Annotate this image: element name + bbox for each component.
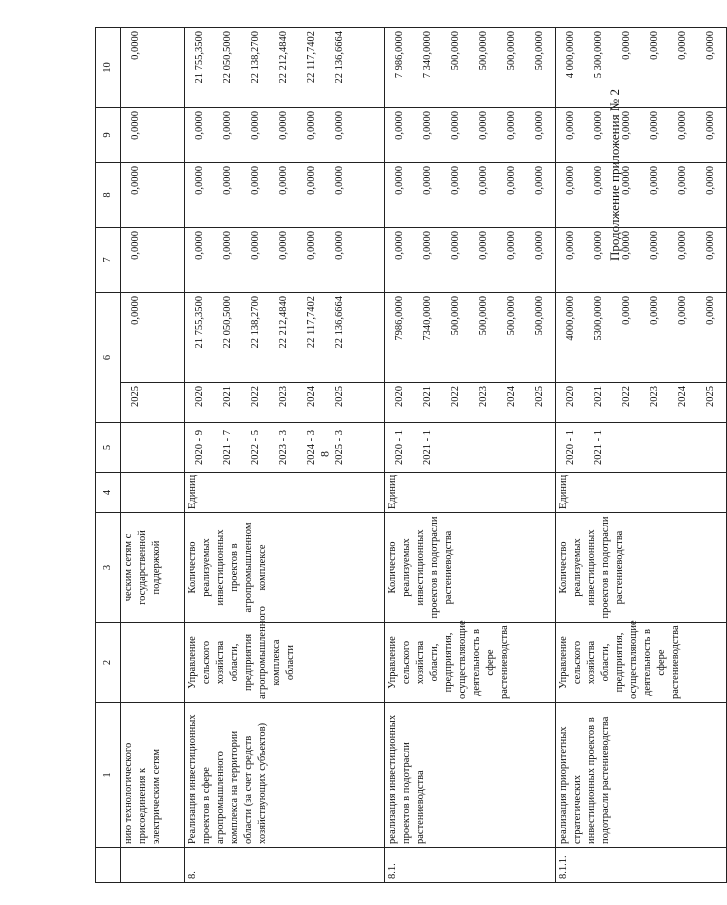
col8-cell-value: 0,0000 (222, 166, 233, 195)
period-cell (385, 423, 556, 473)
unit-cell: Единиц (556, 473, 727, 513)
col7-cell-value: 0,0000 (450, 231, 461, 260)
col9-cell-value: 0,0000 (705, 111, 716, 140)
col7-cell-value: 0,0000 (278, 231, 289, 260)
col9-cell (185, 108, 385, 163)
col6-cell-value: 4000,0000 (565, 296, 576, 341)
col6-cell-value: 7986,0000 (394, 296, 405, 341)
col6-cell-value: 22 117,7402 (306, 296, 317, 349)
year-cell-value: 2020 (194, 386, 205, 407)
executor-cell: Управление сельского хозяйства области, предприятия агропромышленного комплекса области (185, 623, 385, 703)
year-cell-value: 2025 (705, 386, 716, 407)
period-cell-line: 2025 - 3 (334, 430, 345, 465)
col6-cell-value: 500,0000 (506, 296, 517, 336)
col6-cell-value: 0,0000 (705, 296, 716, 325)
indicator-cell: Количество реализуемых инвестиционных проектов в подотрасли растениеводства (556, 513, 727, 623)
col10-cell-value: 22 212,4840 (278, 31, 289, 84)
col10-cell-value: 7 340,0000 (422, 31, 433, 79)
col8-cell-value: 0,0000 (194, 166, 205, 195)
header-cell-9: 9 (96, 108, 121, 163)
col6-cell (121, 293, 185, 383)
col9-cell-value: 0,0000 (334, 111, 345, 140)
col8-cell-value: 0,0000 (649, 166, 660, 195)
col6-cell-value: 0,0000 (130, 296, 141, 325)
col10-cell-value: 4 000,0000 (565, 31, 576, 79)
col7-cell-value: 0,0000 (705, 231, 716, 260)
col8-cell-value: 0,0000 (565, 166, 576, 195)
year-cell (121, 383, 185, 423)
measure-name-cell: реализация инвестиционных проектов в подотрасли растениеводства (385, 703, 556, 848)
page-number: 8 (317, 451, 332, 457)
col7-cell-value: 0,0000 (422, 231, 433, 260)
row-number-cell: 8.1. (385, 848, 556, 883)
col8-cell (185, 163, 385, 228)
col7-cell-value: 0,0000 (250, 231, 261, 260)
col9-cell (121, 108, 185, 163)
indicator-cell: Количество реализуемых инвестиционных проектов в подотрасли растениеводства (385, 513, 556, 623)
executor-cell: Управление сельского хозяйства области, предприятия, осуществляющие деятельность в сфере растениеводства (556, 623, 727, 703)
col10-cell-value: 0,0000 (705, 31, 716, 60)
col6-cell-value: 22 212,4840 (278, 296, 289, 349)
period-cell-line: 2024 - 3 (306, 430, 317, 465)
col7-cell (185, 228, 385, 293)
budget-table (95, 27, 727, 883)
col10-cell (185, 28, 385, 108)
period-cell-line: 2021 - 7 (222, 430, 233, 465)
col7-cell-value: 0,0000 (534, 231, 545, 260)
col6-cell-value: 500,0000 (478, 296, 489, 336)
year-cell-value: 2023 (478, 386, 489, 407)
col8-cell-value: 0,0000 (250, 166, 261, 195)
year-cell-value: 2021 (422, 386, 433, 407)
col9-cell-value: 0,0000 (130, 111, 141, 140)
col10-cell-value: 22 117,7402 (306, 31, 317, 84)
col7-cell-value: 0,0000 (677, 231, 688, 260)
col10-cell-value: 21 755,3500 (194, 31, 205, 84)
row-number-cell: 8. (185, 848, 385, 883)
col10-cell-value: 500,0000 (450, 31, 461, 71)
header-cell-1: 1 (96, 703, 121, 848)
year-cell-value: 2024 (306, 386, 317, 407)
measure-name-cell: Реализация инвестиционных проектов в сфере агропромышленного комплекса на территории области (за счет средств хозяйствующих субъектов) (185, 703, 385, 848)
table-row (385, 28, 556, 883)
col10-cell-value: 7 986,0000 (394, 31, 405, 79)
col6-cell (556, 293, 727, 383)
year-cell (385, 383, 556, 423)
col8-cell-value: 0,0000 (506, 166, 517, 195)
col6-cell-value: 21 755,3500 (194, 296, 205, 349)
col6-cell-value: 500,0000 (450, 296, 461, 336)
col7-cell-value: 0,0000 (478, 231, 489, 260)
col7-cell-value: 0,0000 (593, 231, 604, 260)
col7-cell (385, 228, 556, 293)
col6-cell-value: 0,0000 (677, 296, 688, 325)
col10-cell-value: 500,0000 (534, 31, 545, 71)
col9-cell-value: 0,0000 (222, 111, 233, 140)
col6-cell-value: 0,0000 (621, 296, 632, 325)
col7-cell-value: 0,0000 (621, 231, 632, 260)
col6-cell-value: 22 136,6664 (334, 296, 345, 349)
continuation-title: Продолжение приложения № 2 (607, 89, 622, 261)
col6-cell-value: 500,0000 (534, 296, 545, 336)
year-cell-value: 2024 (506, 386, 517, 407)
col6-cell-value: 5300,0000 (593, 296, 604, 341)
header-cell-6: 6 (96, 293, 121, 423)
col10-cell-value: 0,0000 (621, 31, 632, 60)
year-cell-value: 2020 (565, 386, 576, 407)
period-cell-line: 2022 - 5 (250, 430, 261, 465)
year-cell (556, 383, 727, 423)
col9-cell-value: 0,0000 (534, 111, 545, 140)
period-cell-line: 2021 - 1 (422, 430, 433, 465)
row-number-cell: 8.1.1. (556, 848, 727, 883)
col9-cell-value: 0,0000 (394, 111, 405, 140)
col8-cell-value: 0,0000 (677, 166, 688, 195)
year-cell-value: 2025 (130, 386, 141, 407)
col9-cell-value: 0,0000 (450, 111, 461, 140)
col10-cell-value: 22 138,2700 (250, 31, 261, 84)
year-cell-value: 2023 (278, 386, 289, 407)
year-cell-value: 2021 (593, 386, 604, 407)
year-cell-value: 2025 (534, 386, 545, 407)
col9-cell-value: 0,0000 (422, 111, 433, 140)
col10-cell-value: 0,0000 (130, 31, 141, 60)
header-cell-2: 2 (96, 623, 121, 703)
col10-cell (121, 28, 185, 108)
header-cell-7: 7 (96, 228, 121, 293)
col7-cell-value: 0,0000 (394, 231, 405, 260)
measure-name-cell: нию технологического присоединения к электрическим сетям (121, 703, 185, 848)
col8-cell (385, 163, 556, 228)
header-cell-10: 10 (96, 28, 121, 108)
period-cell-line: 2023 - 3 (278, 430, 289, 465)
period-cell-line: 2020 - 9 (194, 430, 205, 465)
col10-cell-value: 22 050,5000 (222, 31, 233, 84)
period-cell (556, 423, 727, 473)
executor-cell: Управление сельского хозяйства области, предприятия, осуществляющие деятельность в сфере растениеводства (385, 623, 556, 703)
col9-cell-value: 0,0000 (677, 111, 688, 140)
col8-cell-value: 0,0000 (705, 166, 716, 195)
col7-cell (121, 228, 185, 293)
col7-cell-value: 0,0000 (130, 231, 141, 260)
header-cell-4: 4 (96, 473, 121, 513)
period-cell (121, 423, 185, 473)
col6-cell (385, 293, 556, 383)
col7-cell-value: 0,0000 (194, 231, 205, 260)
col9-cell-value: 0,0000 (506, 111, 517, 140)
col8-cell-value: 0,0000 (278, 166, 289, 195)
measure-name-cell: реализация приоритетных стратегических инвестиционных проектов в подотрасли растениеводства (556, 703, 727, 848)
col10-cell-value: 0,0000 (677, 31, 688, 60)
period-cell (185, 423, 385, 473)
col7-cell-value: 0,0000 (506, 231, 517, 260)
table-body (121, 28, 727, 883)
col8-cell-value: 0,0000 (478, 166, 489, 195)
col10-cell-value: 0,0000 (649, 31, 660, 60)
col8-cell-value: 0,0000 (450, 166, 461, 195)
executor-cell (121, 623, 185, 703)
col9-cell-value: 0,0000 (649, 111, 660, 140)
year-cell-value: 2024 (677, 386, 688, 407)
year-cell (185, 383, 385, 423)
col9-cell-value: 0,0000 (621, 111, 632, 140)
col10-cell-value: 5 300,0000 (593, 31, 604, 79)
table-row (556, 28, 727, 883)
year-cell-value: 2020 (394, 386, 405, 407)
col10-cell-value: 500,0000 (506, 31, 517, 71)
period-cell-line: 2020 - 1 (394, 430, 405, 465)
col9-cell-value: 0,0000 (250, 111, 261, 140)
indicator-cell: ческим сетям с государственной поддержкой (121, 513, 185, 623)
year-cell-value: 2022 (450, 386, 461, 407)
row-number-cell (121, 848, 185, 883)
col8-cell-value: 0,0000 (130, 166, 141, 195)
col9-cell (556, 108, 727, 163)
col8-cell-value: 0,0000 (621, 166, 632, 195)
col8-cell-value: 0,0000 (593, 166, 604, 195)
period-cell-line: 2020 - 1 (565, 430, 576, 465)
indicator-cell: Количество реализуемых инвестиционных проектов в агропромышленном комплексе (185, 513, 385, 623)
col10-cell-value: 500,0000 (478, 31, 489, 71)
col8-cell-value: 0,0000 (394, 166, 405, 195)
col9-cell-value: 0,0000 (593, 111, 604, 140)
table-row (185, 28, 385, 883)
year-cell-value: 2023 (649, 386, 660, 407)
col8-cell-value: 0,0000 (534, 166, 545, 195)
col6-cell-value: 7340,0000 (422, 296, 433, 341)
col10-cell-value: 22 136,6664 (334, 31, 345, 84)
col9-cell-value: 0,0000 (565, 111, 576, 140)
col7-cell-value: 0,0000 (649, 231, 660, 260)
col8-cell (556, 163, 727, 228)
year-cell-value: 2025 (334, 386, 345, 407)
year-cell-value: 2022 (250, 386, 261, 407)
col7-cell-value: 0,0000 (306, 231, 317, 260)
col10-cell (556, 28, 727, 108)
header-cell-5: 5 (96, 423, 121, 473)
col7-cell-value: 0,0000 (334, 231, 345, 260)
header-cell-8: 8 (96, 163, 121, 228)
period-cell-line: 2021 - 1 (593, 430, 604, 465)
header-cell-3: 3 (96, 513, 121, 623)
col8-cell-value: 0,0000 (334, 166, 345, 195)
year-cell-value: 2021 (222, 386, 233, 407)
col8-cell-value: 0,0000 (422, 166, 433, 195)
col6-cell-value: 0,0000 (649, 296, 660, 325)
col9-cell-value: 0,0000 (306, 111, 317, 140)
header-cell-num (96, 848, 121, 883)
col7-cell-value: 0,0000 (222, 231, 233, 260)
col8-cell (121, 163, 185, 228)
table-row (121, 28, 185, 883)
unit-cell (121, 473, 185, 513)
col6-cell (185, 293, 385, 383)
col9-cell (385, 108, 556, 163)
col6-cell-value: 22 138,2700 (250, 296, 261, 349)
col8-cell-value: 0,0000 (306, 166, 317, 195)
header-row (96, 28, 121, 883)
col7-cell-value: 0,0000 (565, 231, 576, 260)
table-header (96, 28, 121, 883)
col9-cell-value: 0,0000 (278, 111, 289, 140)
unit-cell: Единиц (185, 473, 385, 513)
col6-cell-value: 22 050,5000 (222, 296, 233, 349)
col7-cell (556, 228, 727, 293)
col9-cell-value: 0,0000 (478, 111, 489, 140)
col9-cell-value: 0,0000 (194, 111, 205, 140)
year-cell-value: 2022 (621, 386, 632, 407)
period-cell-line (122, 426, 150, 469)
col10-cell (385, 28, 556, 108)
unit-cell: Единиц (385, 473, 556, 513)
